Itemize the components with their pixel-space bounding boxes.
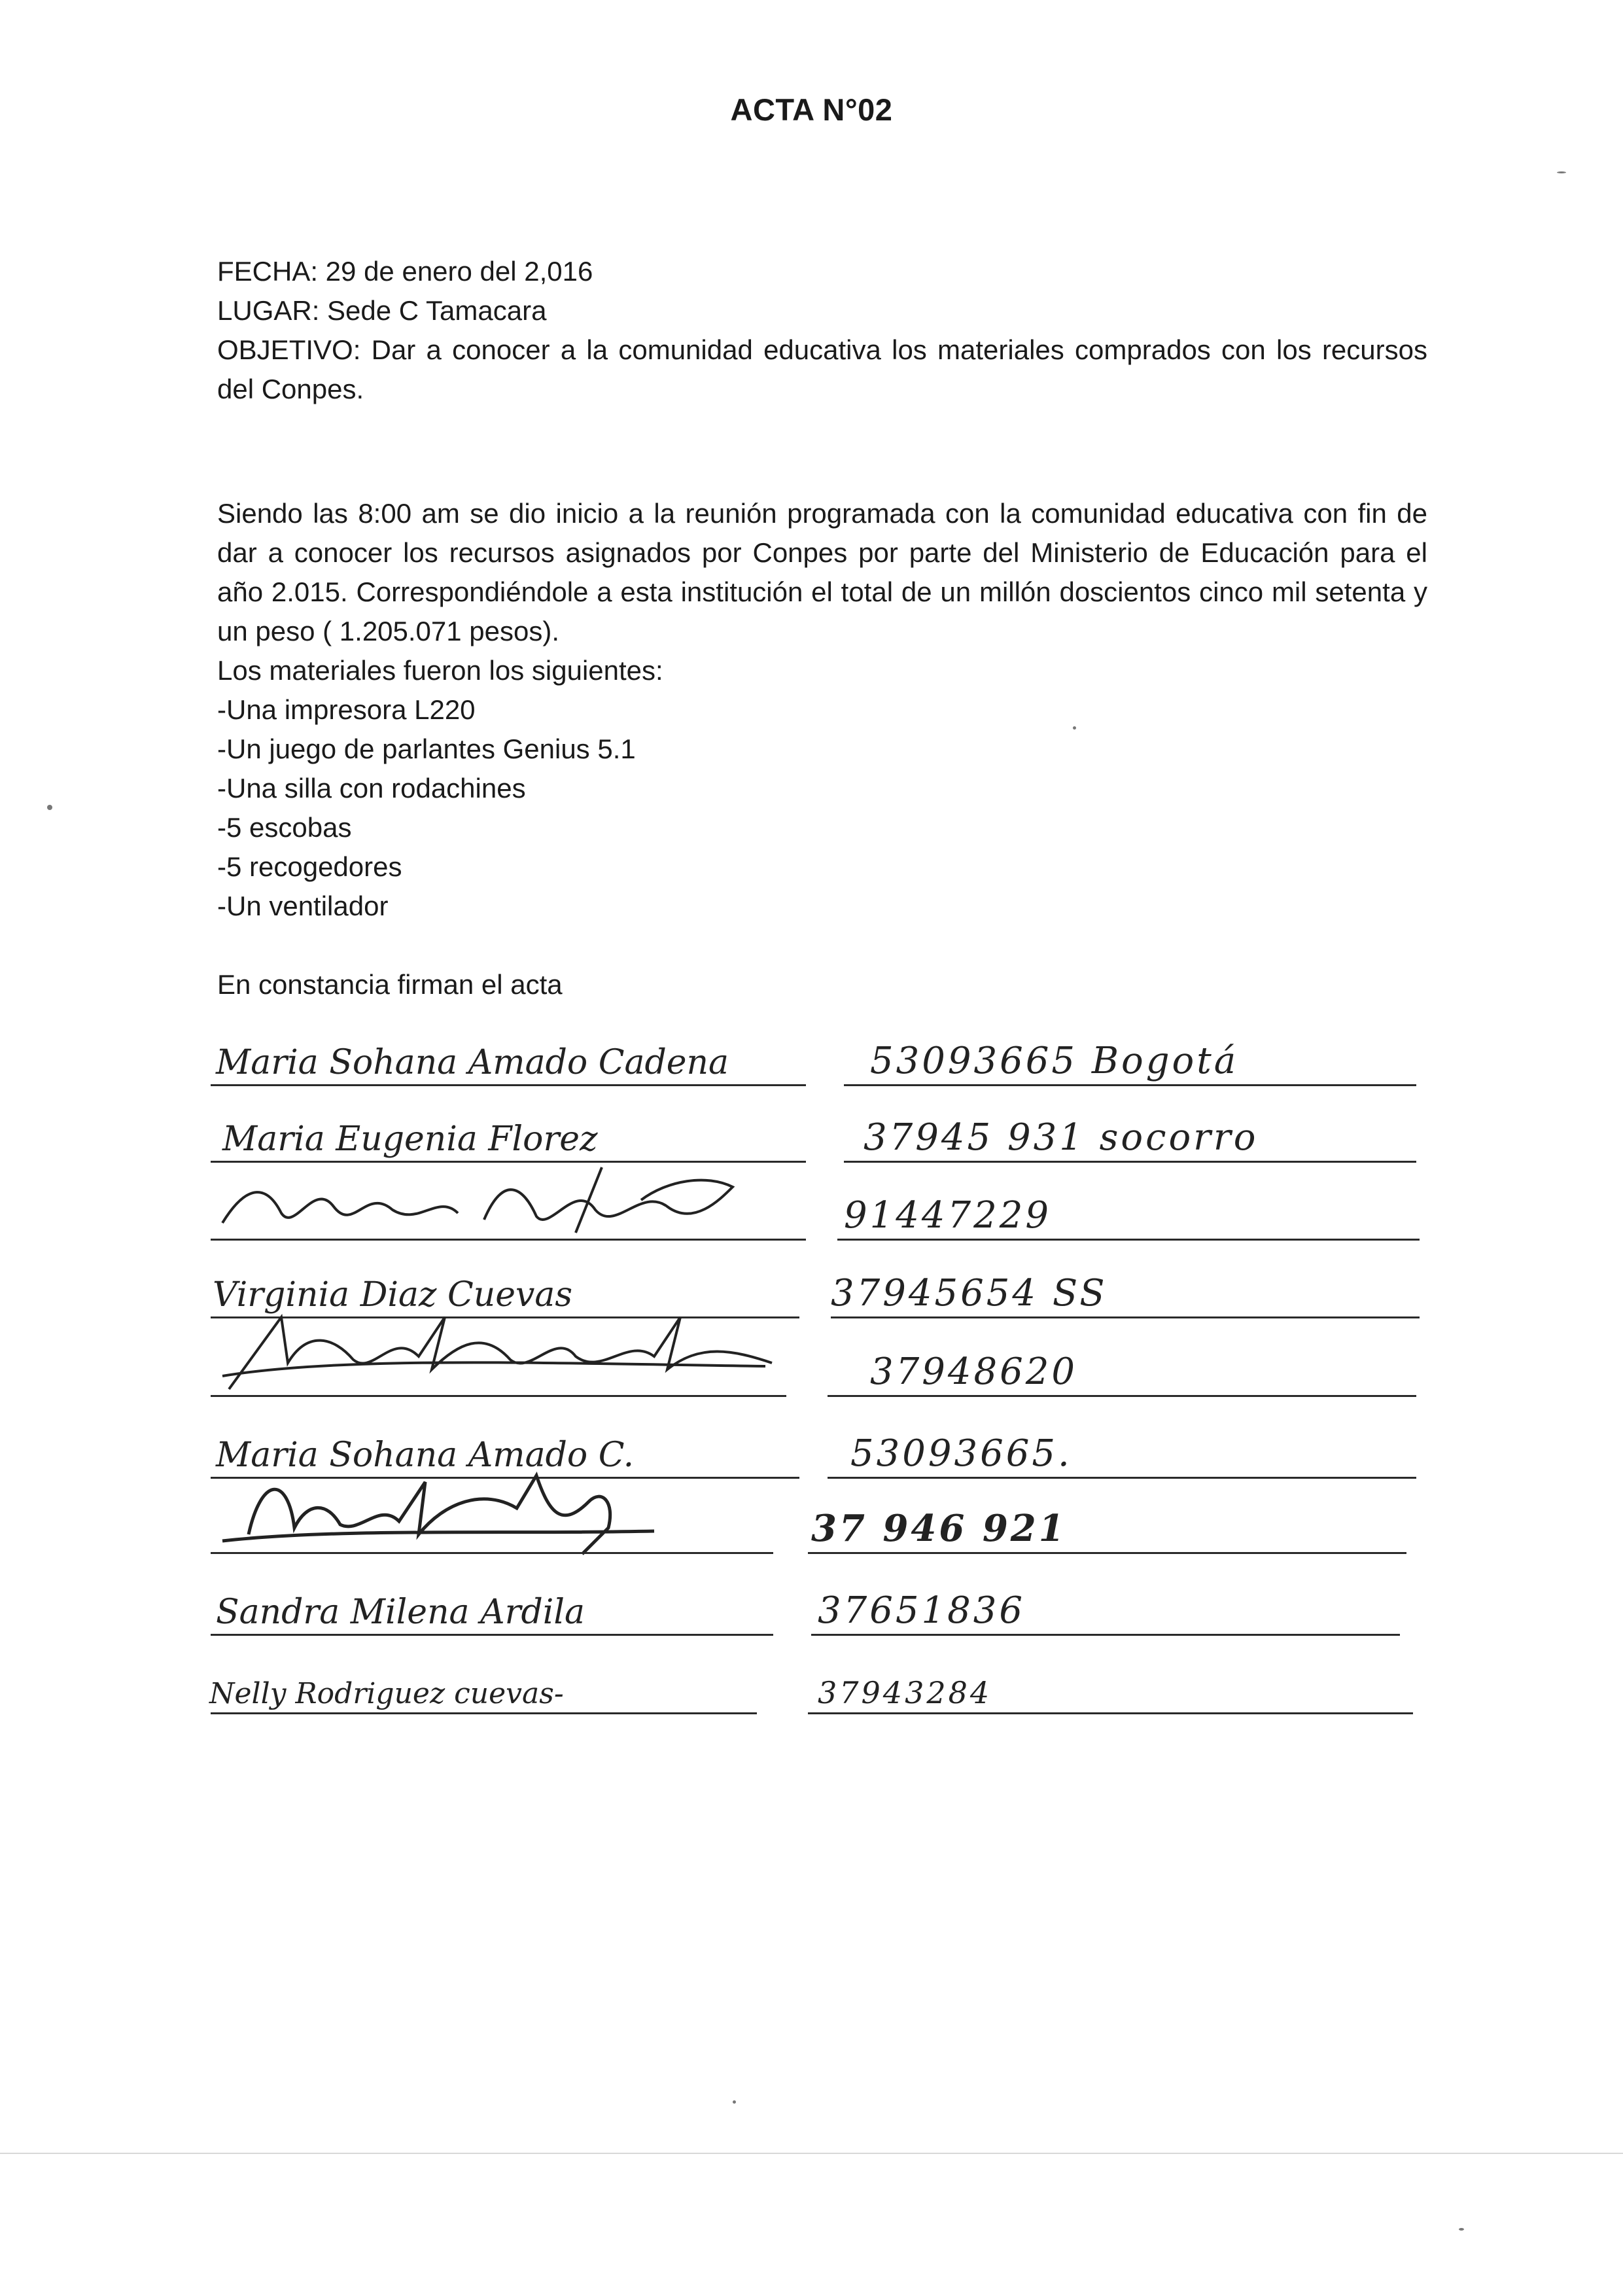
constancia-line: En constancia firman el acta (217, 969, 563, 1000)
signature-line (211, 1395, 786, 1397)
materials-list (217, 651, 1427, 926)
signature-scribble (209, 1161, 746, 1239)
signature-id: 91447229 (844, 1194, 1052, 1237)
signature-name: Maria Eugenia Florez (222, 1120, 598, 1159)
signature-id: 37651836 (818, 1589, 1026, 1632)
signature-row (0, 1014, 1623, 1086)
id-line (844, 1084, 1416, 1086)
signature-id: 53093665. (850, 1432, 1072, 1475)
document-title: ACTA N°02 (730, 92, 893, 127)
signature-line (211, 1712, 757, 1714)
place-line: LUGAR: Sede C Tamacara (217, 295, 547, 326)
objective-line: OBJETIVO: Dar a conocer a la comunidad educativa los materiales comprados con los recursos del Conpes. (217, 334, 1427, 404)
scan-speck (1557, 171, 1566, 173)
signature-line (211, 1239, 806, 1241)
material-item: -Un ventilador (217, 891, 389, 921)
signature-id: 37948620 (870, 1351, 1078, 1393)
scan-speck (1073, 726, 1076, 730)
signature-id: 37945654 SS (831, 1272, 1108, 1315)
material-item: -Una silla con rodachines (217, 773, 526, 804)
materials-intro: Los materiales fueron los siguientes: (217, 655, 663, 686)
signature-name: Nelly Rodriguez cuevas- (209, 1677, 564, 1710)
id-line (808, 1712, 1413, 1714)
material-item: -5 escobas (217, 812, 352, 843)
signature-line (211, 1634, 773, 1636)
signature-name: Virginia Diaz Cuevas (213, 1275, 573, 1315)
signature-line (211, 1084, 806, 1086)
id-line (837, 1239, 1420, 1241)
signature-name: Maria Sohana Amado C. (216, 1436, 635, 1475)
signature-row (0, 1325, 1623, 1397)
date-line: FECHA: 29 de enero del 2,016 (217, 256, 593, 287)
signature-id: 37 946 921 (811, 1507, 1067, 1550)
signature-row (0, 1482, 1623, 1554)
signature-scribble (209, 1462, 667, 1561)
signature-scribble (209, 1304, 798, 1396)
id-line (808, 1552, 1406, 1554)
id-line (831, 1316, 1420, 1318)
id-line (828, 1395, 1416, 1397)
page-bottom-edge (0, 2153, 1623, 2154)
signature-name: Maria Sohana Amado Cadena (216, 1043, 729, 1082)
id-line (844, 1161, 1416, 1163)
signature-id: 37945 931 socorro (864, 1116, 1259, 1159)
material-item: -Un juego de parlantes Genius 5.1 (217, 733, 636, 764)
header-block (217, 252, 1427, 409)
signature-row (0, 1564, 1623, 1636)
scan-speck (733, 2100, 736, 2104)
signature-id: 37943284 (818, 1675, 992, 1710)
signature-row (0, 1642, 1623, 1714)
material-item: -Una impresora L220 (217, 694, 476, 725)
material-item: -5 recogedores (217, 851, 402, 882)
meeting-paragraph: Siendo las 8:00 am se dio inicio a la reunión programada con la comunidad educativa con fin de dar a conocer los recursos asignados por Conpes por parte del Ministerio de Educación para el año 2.015. Correspondiéndole a esta institución el total de un millón doscientos cinco mil setenta y un peso ( 1.205.071 pesos). (217, 498, 1427, 646)
id-line (828, 1477, 1416, 1479)
signature-line (211, 1552, 773, 1554)
signature-row (0, 1169, 1623, 1241)
signature-name: Sandra Milena Ardila (216, 1593, 585, 1632)
scan-speck (1459, 2228, 1464, 2231)
signature-id: 53093665 Bogotá (870, 1040, 1239, 1082)
id-line (811, 1634, 1400, 1636)
scan-speck (47, 805, 52, 810)
signature-row (0, 1091, 1623, 1163)
